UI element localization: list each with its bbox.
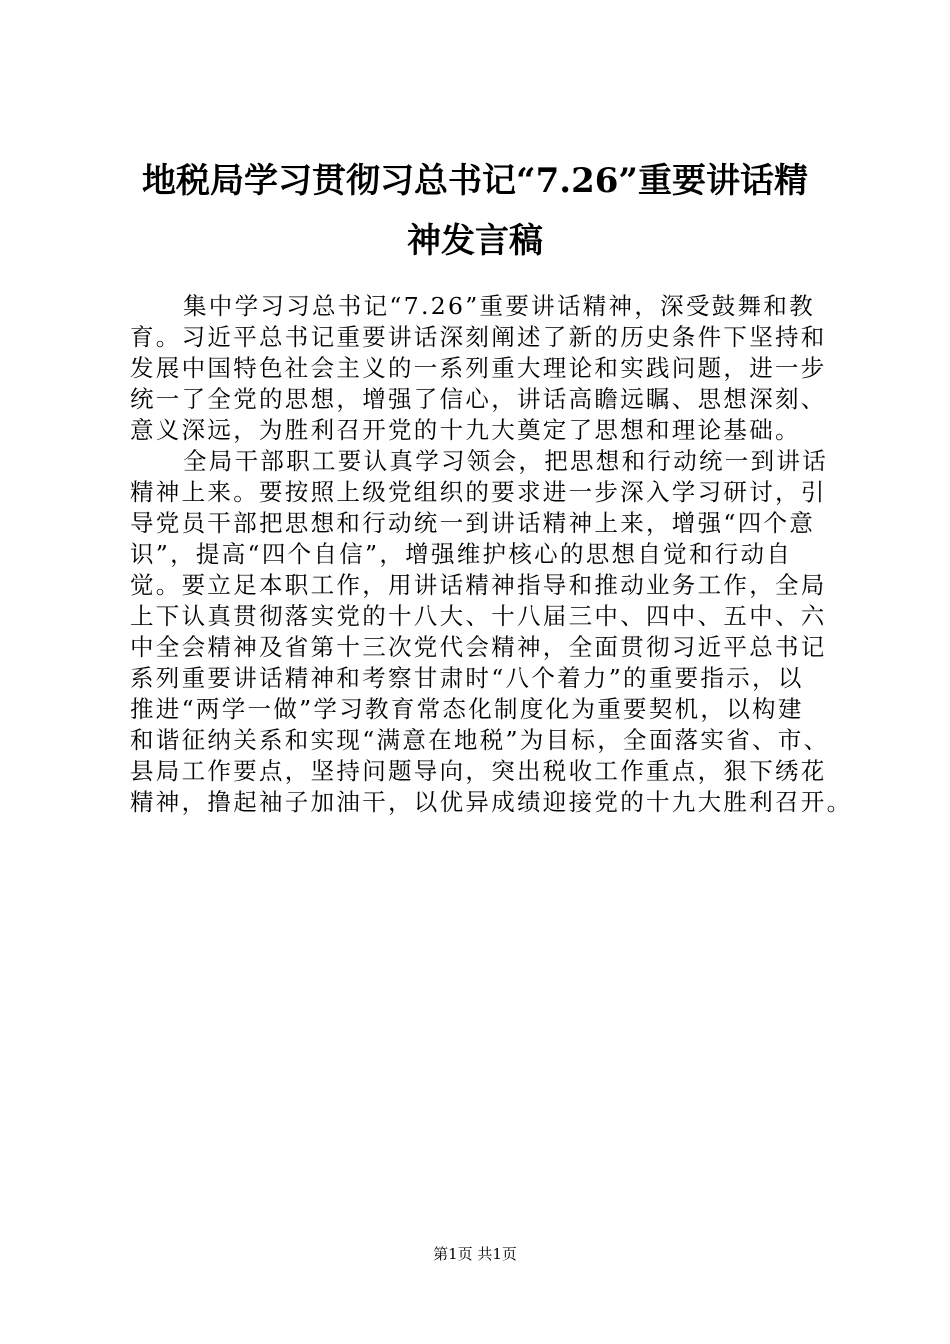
paragraph-1-line-3: 发展中国特色社会主义的一系列重大理论和实践问题，进一步 xyxy=(130,354,827,382)
paragraph-2-line-10: 和谐征纳关系和实现“满意在地税”为目标，全面落实省、市、 xyxy=(130,726,830,754)
page-number-footer: 第1页 共1页 xyxy=(433,1245,517,1263)
paragraph-2-line-11: 县局工作要点，坚持问题导向，突出税收工作重点，狠下绣花 xyxy=(130,757,827,785)
paragraph-2-line-1: 全局干部职工要认真学习领会，把思想和行动统一到讲话 xyxy=(183,447,828,475)
paragraph-2-line-9: 推进“两学一做”学习教育常态化制度化为重要契机，以构建 xyxy=(130,695,804,723)
paragraph-1-line-4: 统一了全党的思想，增强了信心，讲话高瞻远瞩、思想深刻、 xyxy=(130,385,827,413)
document-title-line-2: 神发言稿 xyxy=(407,221,543,261)
paragraph-2-line-4: 识”，提高“四个自信”，增强维护核心的思想自觉和行动自 xyxy=(130,540,793,568)
paragraph-2-line-7: 中全会精神及省第十三次党代会精神，全面贯彻习近平总书记 xyxy=(130,633,827,661)
document-title-line-1: 地税局学习贯彻习总书记“7.26”重要讲话精 xyxy=(142,161,808,201)
paragraph-2-line-8: 系列重要讲话精神和考察甘肃时“八个着力”的重要指示，以 xyxy=(130,664,804,692)
paragraph-1-line-5: 意义深远，为胜利召开党的十九大奠定了思想和理论基础。 xyxy=(130,416,801,444)
paragraph-2-line-5: 觉。要立足本职工作，用讲话精神指导和推动业务工作，全局 xyxy=(130,571,827,599)
document-body xyxy=(130,291,853,818)
paragraph-2-line-3: 导党员干部把思想和行动统一到讲话精神上来，增强“四个意 xyxy=(130,509,816,537)
paragraph-2-line-12: 精神，撸起袖子加油干，以优异成绩迎接党的十九大胜利召开。 xyxy=(130,788,853,816)
paragraph-1-line-1: 集中学习习总书记“7.26”重要讲话精神，深受鼓舞和教 xyxy=(183,292,815,320)
paragraph-2-line-6: 上下认真贯彻落实党的十八大、十八届三中、四中、五中、六 xyxy=(130,602,827,630)
paragraph-2-line-2: 精神上来。要按照上级党组织的要求进一步深入学习研讨，引 xyxy=(130,478,827,506)
paragraph-1-line-2: 育。习近平总书记重要讲话深刻阐述了新的历史条件下坚持和 xyxy=(130,323,827,351)
